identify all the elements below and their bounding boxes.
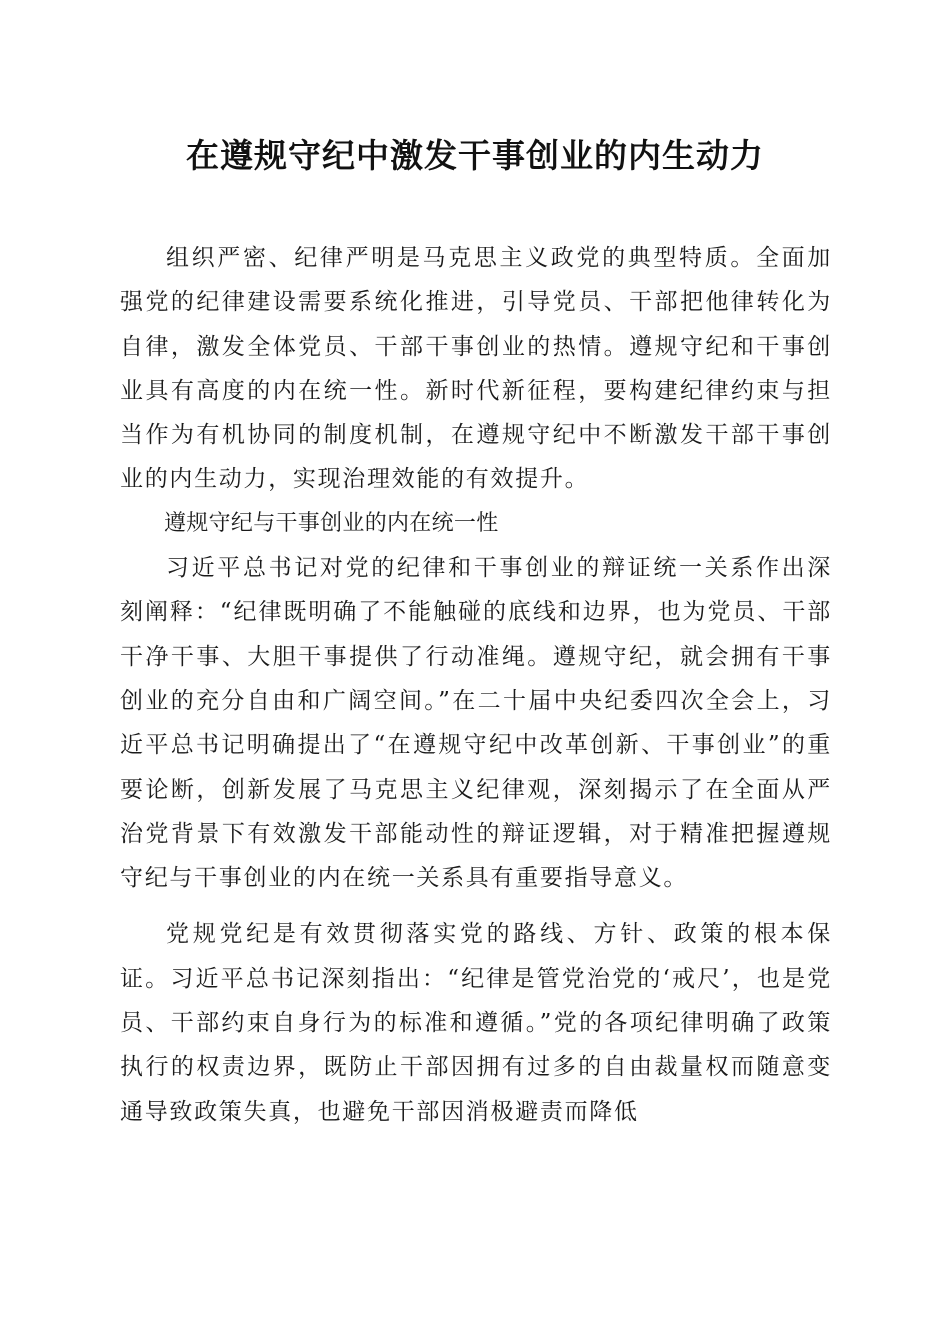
document-body bbox=[120, 236, 832, 1134]
document-title: 在遵规守纪中激发干事创业的内生动力 bbox=[186, 136, 764, 175]
paragraph-spacer bbox=[120, 900, 832, 912]
paragraph-intro: 组织严密、纪律严明是马克思主义政党的典型特质。全面加强党的纪律建设需要系统化推进，引导党员、干部把他律转化为自律，激发全体党员、干部干事创业的热情。遵规守纪和干事创业具有高度的内在统一性。新时代新征程，要构建纪律约束与担当作为有机协同的制度机制，在遵规守纪中不断激发干部干事创业的内生动力，实现治理效能的有效提升。 bbox=[120, 245, 832, 493]
paragraph-party-rules: 党规党纪是有效贯彻落实党的路线、方针、政策的根本保证。习近平总书记深刻指出：“纪律是管党治党的‘戒尺’，也是党员、干部约束自身行为的标准和遵循。”党的各项纪律明确了政策执行的权责边界，既防止干部因拥有过多的自由裁量权而随意变通导致政策失真，也避免干部因消极避责而降低 bbox=[120, 921, 832, 1125]
section-heading: 遵规守纪与干事创业的内在统一性 bbox=[164, 510, 499, 536]
paragraph-quote: 习近平总书记对党的纪律和干事创业的辩证统一关系作出深刻阐释：“纪律既明确了不能触碰的底线和边界，也为党员、干部干净干事、大胆干事提供了行动准绳。遵规守纪，就会拥有干事创业的充分自由和广阔空间。”在二十届中央纪委四次全会上，习近平总书记明确提出了“在遵规守纪中改革创新、干事创业”的重要论断，创新发展了马克思主义纪律观，深刻揭示了在全面从严治党背景下有效激发干部能动性的辩证逻辑，对于精准把握遵规守纪与干事创业的内在统一关系具有重要指导意义。 bbox=[120, 555, 832, 892]
